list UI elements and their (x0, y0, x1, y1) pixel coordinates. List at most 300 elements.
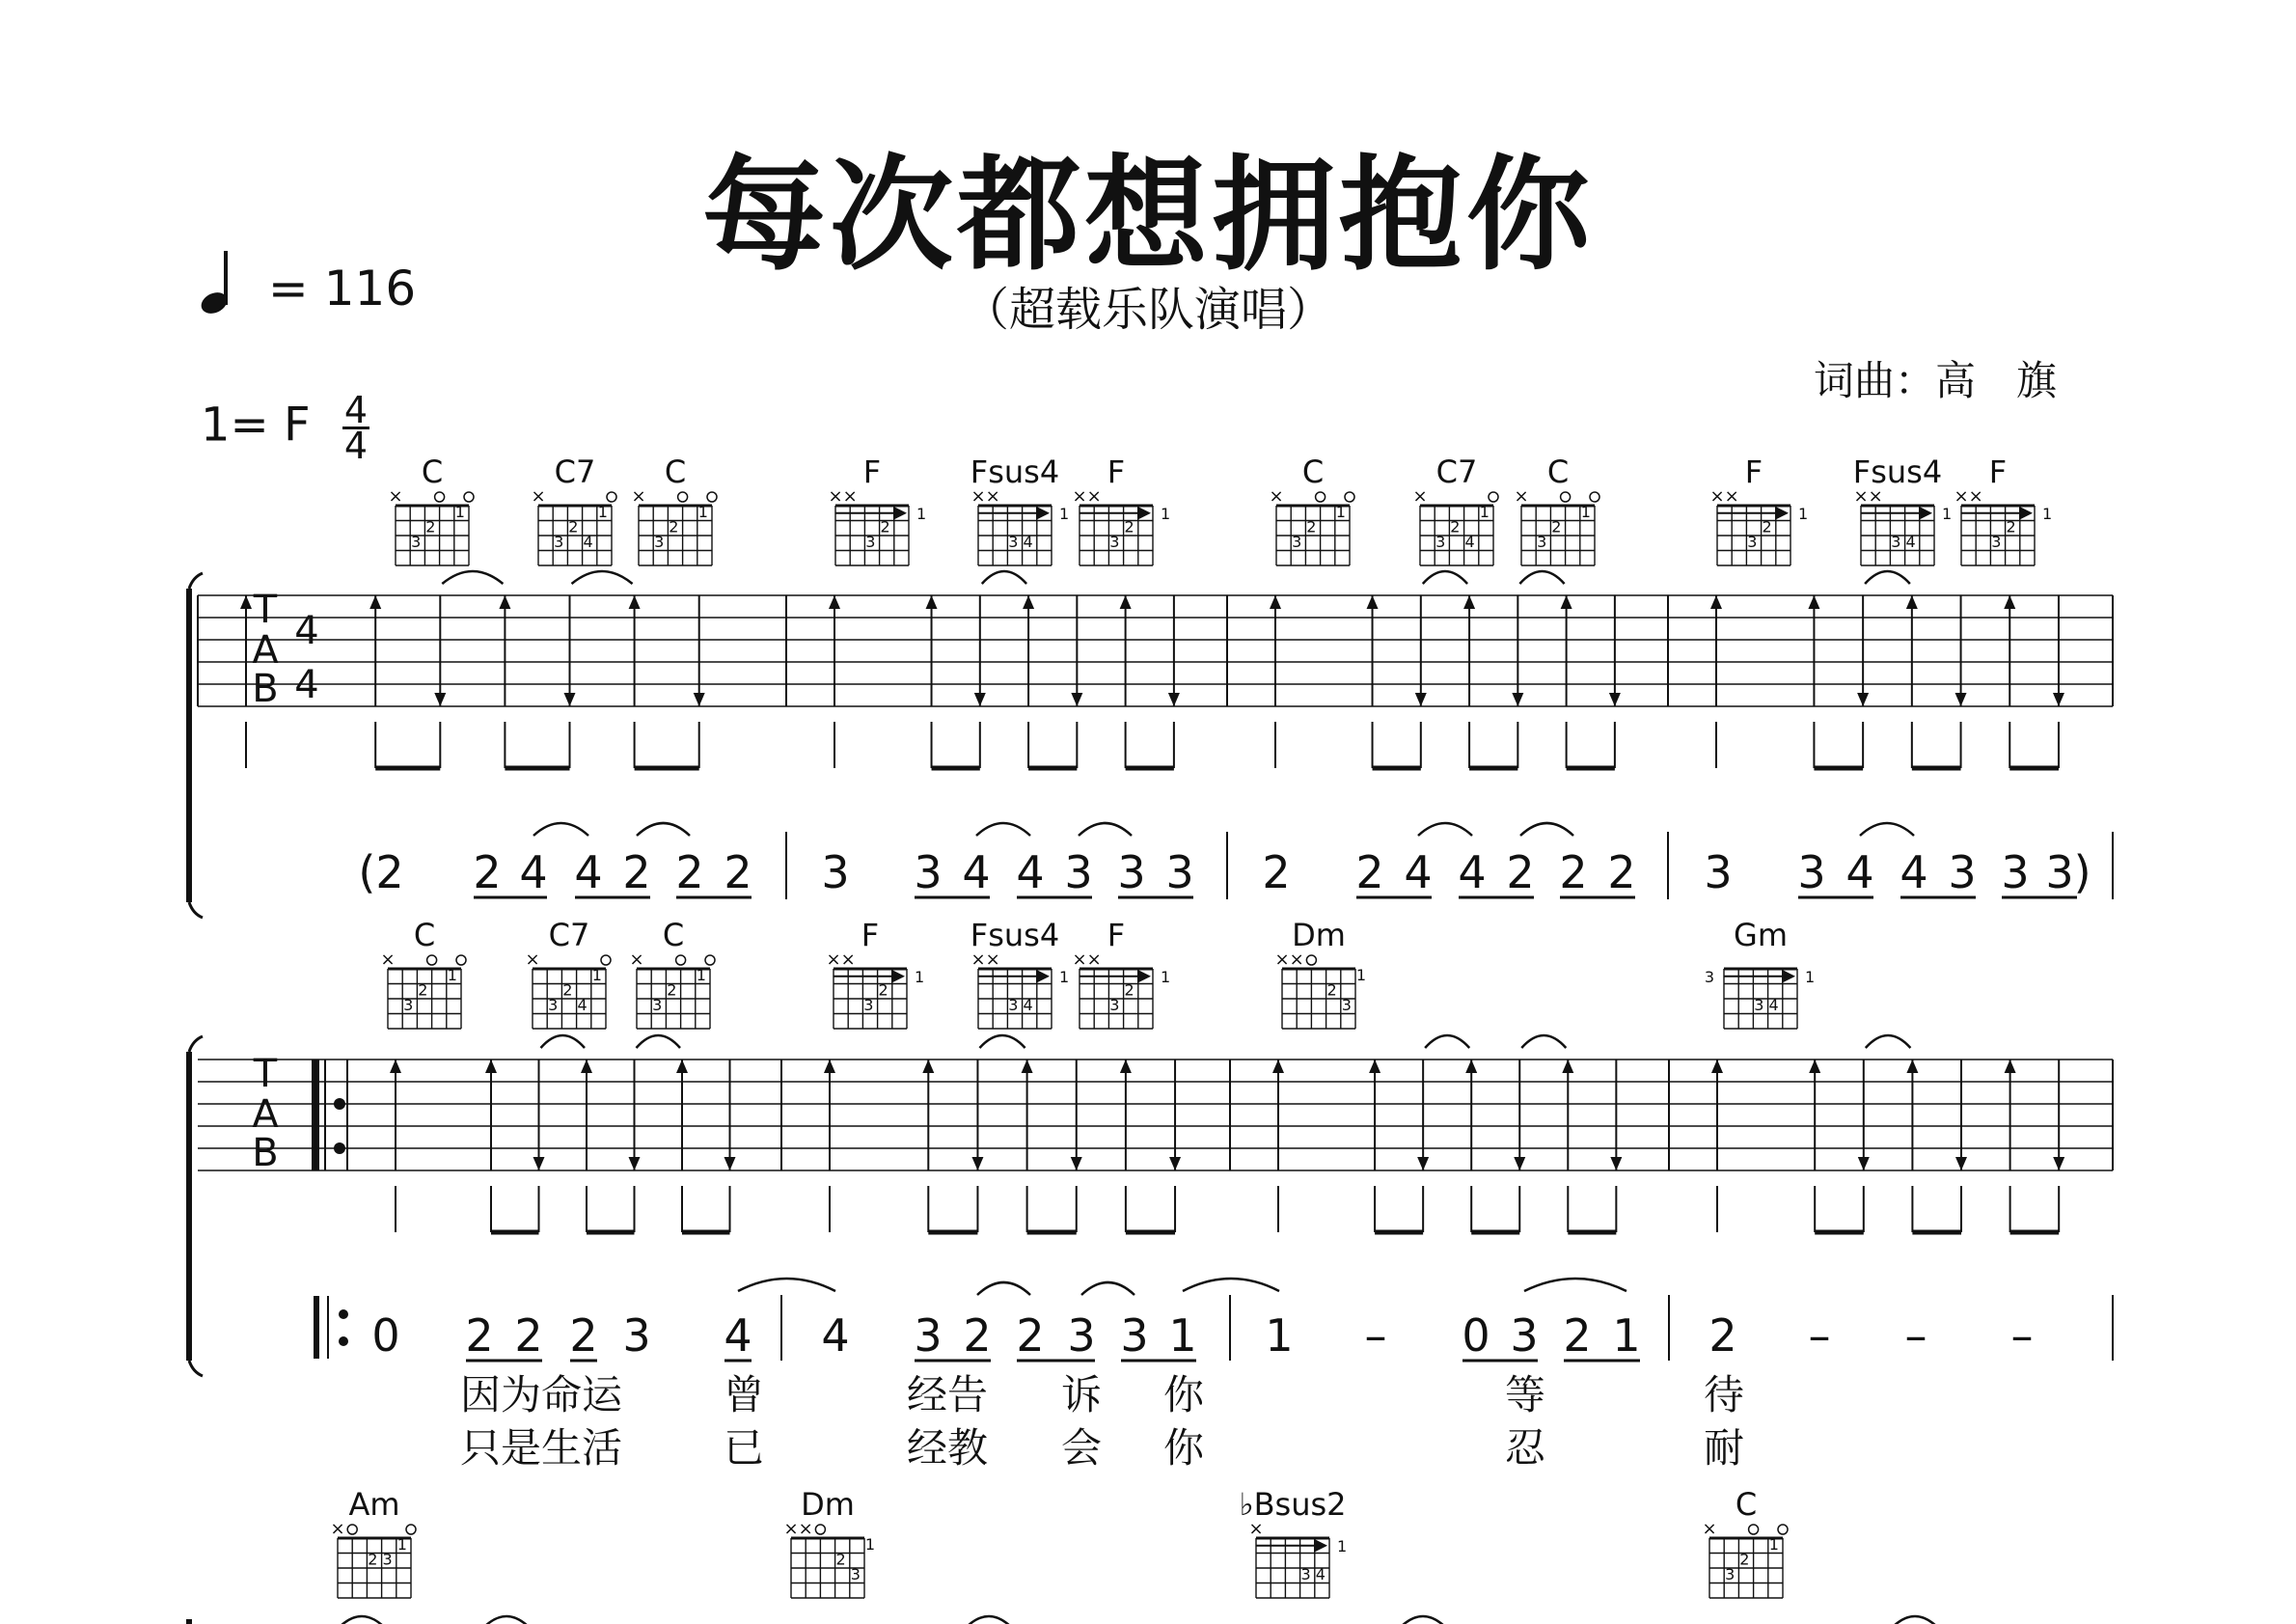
chord-diagram (1702, 1486, 1788, 1598)
lyric-line-2: 耐 (1704, 1424, 1745, 1472)
open-mark (464, 492, 474, 502)
chord-diagram (1514, 454, 1599, 565)
strum-up-arrow (1710, 595, 1722, 609)
barre-arrow (1036, 970, 1050, 983)
finger-number: 3 (1435, 533, 1446, 552)
tie-arc (1891, 1616, 1939, 1624)
mute-mark: × (330, 1519, 345, 1539)
strum-down-arrow (434, 693, 446, 706)
jianpu-note: 2 (1506, 846, 1535, 898)
strum-down-arrow (1417, 1157, 1429, 1170)
chord-name: F (862, 454, 882, 490)
chord-diagram (1705, 917, 1815, 1029)
open-mark (1306, 955, 1316, 965)
finger-number: 4 (1768, 996, 1779, 1015)
jianpu-note: 3 (821, 846, 850, 898)
finger-number: 2 (667, 980, 677, 1000)
mute-mark: × (1072, 486, 1087, 507)
finger-number: 1 (396, 1535, 407, 1555)
lyric-line-1: 等 (1505, 1371, 1546, 1418)
finger-number: 2 (2006, 517, 2016, 537)
finger-number: 1 (1059, 504, 1070, 523)
jianpu-note: 3 (1117, 846, 1146, 898)
chord-diagram (970, 917, 1069, 1029)
lyrics (460, 1371, 1744, 1472)
tie-arc (977, 1282, 1030, 1295)
tie-arc (982, 571, 1026, 584)
finger-number: 3 (1008, 533, 1019, 552)
finger-number: 2 (562, 980, 573, 1000)
finger-number: 1 (1335, 503, 1346, 522)
jianpu-note: – (1904, 1309, 1927, 1362)
strum-up-arrow (369, 595, 381, 609)
finger-number: 2 (568, 517, 579, 537)
finger-number: 2 (880, 517, 890, 537)
chord-name: F (1107, 917, 1126, 953)
strum-down-arrow (1514, 1157, 1525, 1170)
finger-number: 1 (1768, 1535, 1779, 1555)
mute-mark: × (1412, 486, 1428, 507)
jianpu-note: 2 (1607, 846, 1636, 898)
tie-arc (637, 1035, 681, 1048)
lyric-line-2: 你 (1163, 1424, 1205, 1472)
jianpu-note: 3) (2045, 846, 2091, 898)
strum-down-arrow (1857, 693, 1869, 706)
jianpu-note: 2 (514, 1309, 543, 1362)
strum-down-arrow (1955, 1157, 1967, 1170)
strum-up-arrow (1906, 595, 1918, 609)
strum-up-arrow (1270, 595, 1281, 609)
tab-letter-t: T (253, 1052, 278, 1096)
strum-down-arrow (2053, 1157, 2064, 1170)
mute-mark: × (1289, 950, 1304, 970)
lyric-line-1: 曾 (724, 1371, 765, 1418)
jianpu-note: 2 (1708, 1309, 1737, 1362)
mute-mark: × (388, 486, 403, 507)
jianpu-note: 4 (1404, 846, 1433, 898)
finger-number: 1 (591, 966, 602, 985)
jianpu-note: 3 (1165, 846, 1194, 898)
open-mark (456, 955, 466, 965)
finger-number: 1 (1355, 966, 1367, 985)
numbered-notation-line (316, 1279, 2113, 1362)
strum-down-arrow (533, 1157, 545, 1170)
strum-down-arrow (1071, 1157, 1082, 1170)
jianpu-note: 4 (1458, 846, 1487, 898)
finger-number: 1 (697, 503, 708, 522)
repeat-dot (334, 1142, 345, 1154)
strum-down-arrow (1512, 693, 1523, 706)
tab-staff (198, 1035, 2113, 1232)
tie-arc (1519, 571, 1564, 584)
jianpu-note: 2 (1559, 846, 1588, 898)
tie-arc (637, 823, 690, 836)
finger-number: 1 (1805, 967, 1816, 986)
tab-staff (189, 1616, 2113, 1624)
finger-number: 3 (865, 533, 876, 552)
tie-arc (1860, 823, 1914, 836)
strum-up-arrow (1272, 1060, 1284, 1073)
chord-name: C (1546, 454, 1570, 490)
chord-name: Dm (801, 1486, 855, 1523)
mute-mark: × (1086, 950, 1102, 970)
mute-mark: × (1269, 486, 1284, 507)
strum-up-arrow (926, 595, 938, 609)
jianpu-note: 4 (1900, 846, 1928, 898)
chord-name: F (1988, 454, 2008, 490)
lyric-line-2: 只是生活 (460, 1424, 623, 1472)
repeat-dot (334, 1098, 345, 1110)
mute-mark: × (1853, 486, 1869, 507)
chord-diagram (388, 454, 474, 565)
strum-down-arrow (1955, 693, 1967, 706)
jianpu-note: – (1364, 1309, 1387, 1362)
tie-arc (533, 823, 588, 836)
strum-up-arrow (1809, 1060, 1820, 1073)
tab-letter-b: B (252, 667, 279, 711)
strum-up-arrow (676, 1060, 688, 1073)
strum-up-arrow (1906, 1060, 1918, 1073)
lyric-line-1: 因为命运 (460, 1371, 623, 1418)
jianpu-note: 0 (1462, 1309, 1490, 1362)
mute-mark: × (842, 486, 858, 507)
open-mark (1561, 492, 1571, 502)
finger-number: 1 (1161, 504, 1171, 523)
chord-name: Gm (1734, 917, 1788, 953)
tie-arc (1866, 1035, 1911, 1048)
mute-mark: × (826, 950, 841, 970)
chord-name: C7 (1435, 454, 1478, 490)
chord-diagram (1853, 454, 1952, 565)
finger-number: 2 (1124, 517, 1134, 537)
open-mark (1749, 1525, 1759, 1534)
tie-arc (1865, 571, 1910, 584)
finger-number: 2 (1551, 517, 1562, 537)
system-bracket (189, 573, 203, 918)
finger-number: 4 (1023, 533, 1033, 552)
jianpu-note: 3 (1704, 846, 1733, 898)
jianpu-note: 2 (963, 1309, 992, 1362)
strum-up-arrow (499, 595, 510, 609)
chord-name: C (1735, 1486, 1758, 1523)
finger-number: 4 (1315, 1565, 1326, 1584)
lyric-line-2: 已 (724, 1424, 765, 1472)
jianpu-note: 2 (473, 846, 502, 898)
finger-number: 1 (1337, 1536, 1348, 1555)
finger-number: 2 (418, 980, 428, 1000)
mute-mark: × (525, 950, 540, 970)
song-subtitle: （超载乐队演唱） (962, 283, 1333, 337)
chord-name: C7 (554, 454, 596, 490)
open-mark (678, 492, 688, 502)
finger-number: 1 (1479, 503, 1490, 522)
strum-down-arrow (971, 1157, 983, 1170)
credits: 词曲：高 旗 (1814, 357, 2058, 404)
tie-arc (1183, 1279, 1279, 1291)
finger-number: 3 (1725, 1565, 1736, 1584)
mute-mark: × (985, 486, 1000, 507)
barre-arrow (891, 970, 905, 983)
finger-number: 4 (583, 533, 593, 552)
strum-up-arrow (829, 595, 840, 609)
jianpu-note: 4 (519, 846, 548, 898)
finger-number: 4 (1023, 996, 1033, 1015)
strum-up-arrow (1463, 595, 1475, 609)
mute-mark: × (1968, 486, 1983, 507)
barre-arrow (1137, 970, 1151, 983)
chord-name: C (413, 917, 436, 953)
barre-arrow (893, 507, 907, 520)
finger-number: 2 (1450, 517, 1461, 537)
tie-arc (338, 1616, 386, 1624)
tie-arc (1524, 1279, 1626, 1291)
tab-letter-t: T (253, 588, 278, 632)
jianpu-note: 3 (1948, 846, 1977, 898)
tie-arc (1079, 823, 1132, 836)
lyric-line-2: 忍 (1505, 1424, 1546, 1472)
jianpu-note: 2 (1563, 1309, 1592, 1362)
strum-down-arrow (1415, 693, 1427, 706)
finger-number: 2 (425, 517, 436, 537)
tab-time-bottom: 4 (294, 663, 319, 707)
mute-mark: × (1954, 486, 1969, 507)
strum-down-arrow (694, 693, 705, 706)
finger-number: 1 (915, 967, 925, 986)
tie-arc (482, 1616, 531, 1624)
open-mark (427, 955, 437, 965)
jianpu-note: 4 (574, 846, 603, 898)
strum-up-arrow (1369, 1060, 1380, 1073)
strum-up-arrow (1120, 595, 1132, 609)
jianpu-note: 3 (1510, 1309, 1539, 1362)
finger-number: 3 (548, 996, 559, 1015)
song-title: 每次都想拥抱你 (701, 144, 1594, 288)
strum-up-arrow (629, 595, 641, 609)
jianpu-note: – (1808, 1309, 1831, 1362)
barre-arrow (1314, 1539, 1327, 1553)
barre-arrow (2019, 507, 2033, 520)
chord-diagram (826, 917, 924, 1029)
jianpu-note: 2 (1262, 846, 1291, 898)
chord-diagram (330, 1486, 416, 1598)
mute-mark: × (531, 486, 546, 507)
fret-number: 3 (1704, 967, 1714, 986)
jianpu-note: 2 (724, 846, 752, 898)
finger-number: 3 (863, 996, 874, 1015)
finger-number: 2 (1306, 517, 1317, 537)
strum-up-arrow (581, 1060, 592, 1073)
jianpu-note: 3 (914, 846, 943, 898)
strum-down-arrow (564, 693, 576, 706)
open-mark (607, 492, 616, 502)
finger-number: 3 (1008, 996, 1019, 1015)
strum-up-arrow (1561, 595, 1572, 609)
tempo-value: = 116 (267, 261, 417, 317)
jianpu-note: 3 (1067, 1309, 1096, 1362)
open-mark (705, 955, 715, 965)
finger-number: 3 (1754, 996, 1764, 1015)
jianpu-note: 4 (821, 1309, 850, 1362)
finger-number: 3 (1747, 533, 1758, 552)
mute-mark: × (840, 950, 856, 970)
open-mark (1345, 492, 1354, 502)
jianpu-note: – (2010, 1309, 2034, 1362)
mute-mark: × (970, 950, 986, 970)
mute-mark: × (828, 486, 843, 507)
tie-arc (1521, 1035, 1566, 1048)
mute-mark: × (985, 950, 1000, 970)
tab-time-top: 4 (294, 609, 319, 653)
open-mark (347, 1525, 357, 1534)
jianpu-note: 2 (622, 846, 651, 898)
barre-arrow (1919, 507, 1932, 520)
finger-number: 1 (454, 503, 465, 522)
finger-number: 4 (1905, 533, 1916, 552)
strum-up-arrow (485, 1060, 497, 1073)
strum-up-arrow (1023, 595, 1034, 609)
jianpu-note: 3 (2001, 846, 2030, 898)
mute-mark: × (1086, 486, 1102, 507)
lyric-line-2: 会 (1061, 1424, 1103, 1472)
finger-number: 4 (577, 996, 588, 1015)
finger-number: 2 (669, 517, 679, 537)
jianpu-note: 3 (914, 1309, 943, 1362)
tie-arc (572, 571, 633, 584)
jianpu-note: 2 (675, 846, 704, 898)
chord-name: F (861, 917, 880, 953)
strum-up-arrow (1465, 1060, 1477, 1073)
jianpu-note: 4 (1845, 846, 1874, 898)
strum-up-arrow (824, 1060, 835, 1073)
strum-up-arrow (1367, 595, 1379, 609)
open-mark (707, 492, 717, 502)
strum-up-arrow (922, 1060, 934, 1073)
jianpu-note: 3 (1064, 846, 1093, 898)
mute-mark: × (629, 950, 644, 970)
jianpu-note: 2 (569, 1309, 598, 1362)
mute-mark: × (1724, 486, 1739, 507)
finger-number: 3 (1537, 533, 1547, 552)
chord-name: Dm (1292, 917, 1346, 953)
tie-arc (1423, 571, 1467, 584)
barre-arrow (1137, 507, 1151, 520)
jianpu-note: 4 (962, 846, 991, 898)
finger-number: 3 (654, 533, 665, 552)
open-mark (815, 1525, 825, 1534)
strum-down-arrow (1858, 1157, 1870, 1170)
finger-number: 1 (2042, 504, 2053, 523)
strum-up-arrow (1562, 1060, 1573, 1073)
tie-arc (965, 1616, 1013, 1624)
lyric-line-1: 诉 (1061, 1371, 1103, 1418)
chord-diagram (380, 917, 466, 1029)
mute-mark: × (798, 1519, 813, 1539)
tie-arc (738, 1279, 835, 1291)
numbered-notation-line (358, 823, 2113, 899)
chord-diagram (1239, 1486, 1347, 1598)
finger-number: 3 (850, 1565, 861, 1584)
finger-number: 3 (1109, 533, 1120, 552)
strum-down-arrow (974, 693, 986, 706)
finger-number: 1 (1161, 967, 1171, 986)
repeat-dot (339, 1309, 348, 1319)
strum-up-arrow (240, 595, 252, 609)
chord-diagram (531, 454, 616, 565)
tie-arc (1425, 1035, 1469, 1048)
finger-number: 3 (1292, 533, 1302, 552)
repeat-dot (339, 1336, 348, 1346)
mute-mark: × (1274, 950, 1290, 970)
chord-diagram (783, 1486, 875, 1598)
lyric-line-1: 经告 (907, 1371, 989, 1418)
strum-down-arrow (1610, 1157, 1622, 1170)
jianpu-note: 1 (1168, 1309, 1197, 1362)
chord-diagram (1072, 917, 1170, 1029)
strum-up-arrow (1808, 595, 1819, 609)
mute-mark: × (1709, 486, 1725, 507)
jianpu-note: 3 (622, 1309, 651, 1362)
finger-number: 2 (1326, 980, 1337, 1000)
chord-diagram (1709, 454, 1808, 565)
jianpu-note: 1 (1612, 1309, 1641, 1362)
mute-mark: × (783, 1519, 799, 1539)
chord-diagram (525, 917, 611, 1029)
strum-up-arrow (390, 1060, 401, 1073)
finger-number: 1 (696, 966, 706, 985)
open-mark (406, 1525, 416, 1534)
chord-diagram (631, 454, 717, 565)
chord-diagram (970, 454, 1069, 565)
tie-arc (1399, 1616, 1447, 1624)
chord-diagram (1954, 454, 2052, 565)
tie-arc (1418, 823, 1472, 836)
jianpu-note: 2 (1355, 846, 1384, 898)
finger-number: 2 (835, 1550, 846, 1569)
jianpu-note: 1 (1265, 1309, 1294, 1362)
tie-arc (1081, 1282, 1134, 1295)
tab-staff (198, 571, 2113, 768)
finger-number: 1 (864, 1535, 876, 1555)
strum-up-arrow (1120, 1060, 1132, 1073)
jianpu-note: 4 (724, 1309, 752, 1362)
lyric-line-1: 你 (1163, 1371, 1205, 1418)
mute-mark: × (1514, 486, 1529, 507)
jianpu-note: 3 (1120, 1309, 1149, 1362)
system-bracket (189, 1036, 203, 1376)
mute-mark: × (1702, 1519, 1717, 1539)
open-mark (1778, 1525, 1788, 1534)
finger-number: 3 (652, 996, 663, 1015)
chord-name: C (1301, 454, 1325, 490)
finger-number: 3 (382, 1550, 393, 1569)
finger-number: 1 (1798, 504, 1809, 523)
chord-diagram (1072, 454, 1170, 565)
strum-down-arrow (724, 1157, 736, 1170)
finger-number: 2 (878, 980, 888, 1000)
barre-arrow (1775, 507, 1789, 520)
finger-number: 3 (411, 533, 422, 552)
tab-letter-b: B (252, 1131, 279, 1175)
finger-number: 3 (1341, 996, 1352, 1015)
barre-arrow (1036, 507, 1050, 520)
tie-arc (1520, 823, 1573, 836)
lyric-line-1: 待 (1704, 1371, 1745, 1418)
finger-number: 3 (1109, 996, 1120, 1015)
open-mark (435, 492, 445, 502)
open-mark (601, 955, 611, 965)
finger-number: 3 (1300, 1565, 1311, 1584)
tie-arc (541, 1035, 586, 1048)
